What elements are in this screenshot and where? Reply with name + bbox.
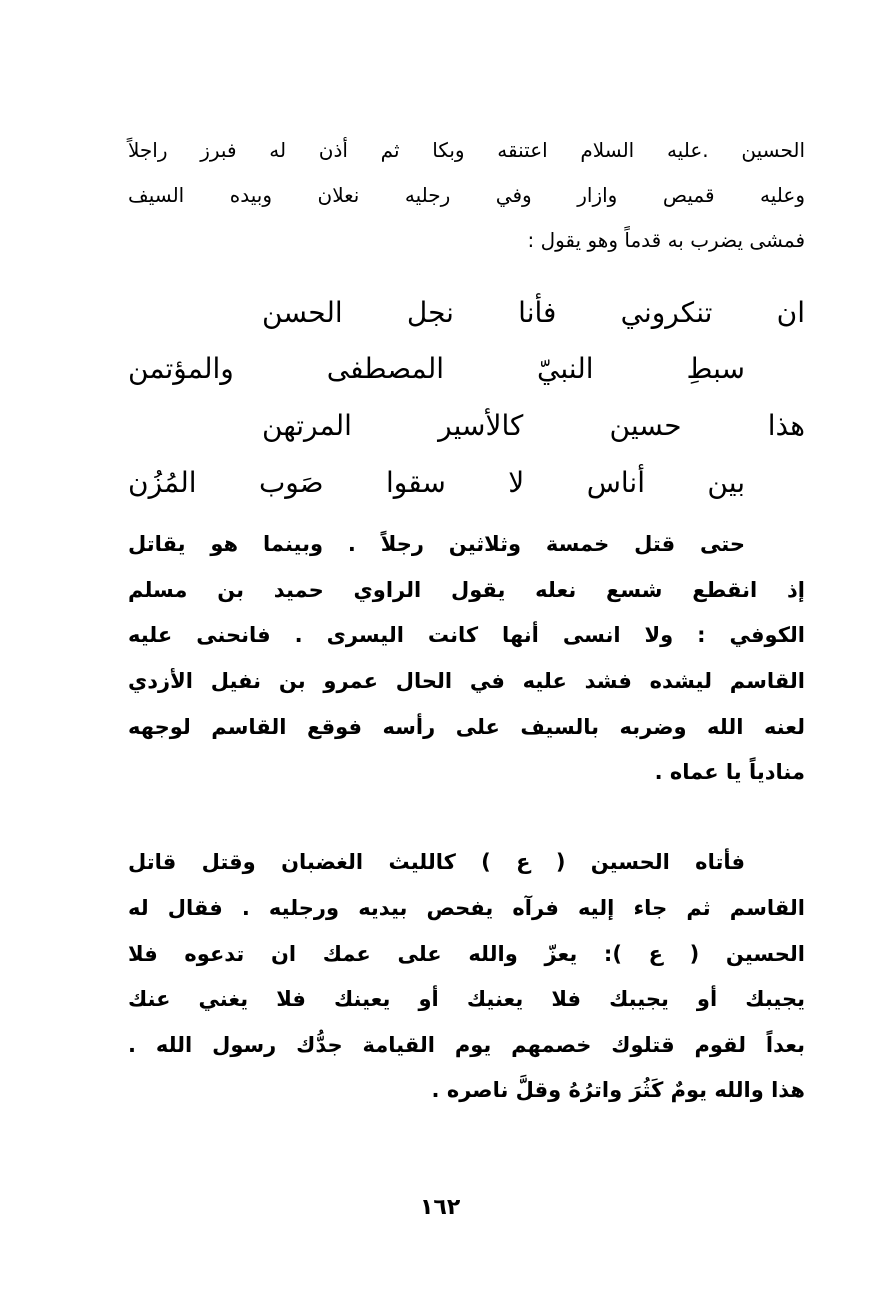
text-line: حتى قتل خمسة وثلاثين رجلاً . وبينما هو يقاتل <box>128 532 745 556</box>
text-line: فمشى يضرب به قدماً وهو يقول : <box>527 228 805 252</box>
text-line: لعنه الله وضربه بالسيف على رأسه فوقع القاسم لوجهه <box>128 715 805 739</box>
page-number: ١٦٢ <box>420 1195 461 1220</box>
text-line: منادياً يا عماه . <box>654 760 805 784</box>
text-line: وعليه قميص وازار وفي رجليه نعلان وبيده السيف <box>128 183 805 207</box>
text-line: الحسين .عليه السلام اعتنقه وبكا ثم أذن له فبرز راجلاً <box>128 138 805 162</box>
text-line: إذ انقطع شسع نعله يقول الراوي حميد بن مسلم <box>128 578 805 602</box>
text-line: يجيبك أو يجيبك فلا يعنيك أو يعينك فلا يغني عنك <box>128 987 805 1011</box>
text-line: فأتاه الحسين ( ع ) كالليث الغضبان وقتل قاتل <box>128 850 745 874</box>
verse-line: ان تنكروني فأنا نجل الحسن <box>262 296 805 329</box>
verse-line: سبطِ النبيّ المصطفى والمؤتمن <box>128 352 745 385</box>
verse-line: بين أناس لا سقوا صَوب المُزُن <box>128 466 745 499</box>
text-line: هذا والله يومٌ كَثُرَ واترُهُ وقلَّ ناصره . <box>431 1078 805 1102</box>
text-line: القاسم ثم جاء إليه فرآه يفحص بيديه ورجليه . فقال له <box>128 896 805 920</box>
verse-line: هذا حسين كالأسير المرتهن <box>262 409 805 442</box>
text-line: بعداً لقوم قتلوك خصمهم يوم القيامة جدُّك رسول الله . <box>128 1033 805 1057</box>
text-line: الكوفي : ولا انسى أنها كانت اليسرى . فانحنى عليه <box>128 623 805 647</box>
text-line: الحسين ( ع ): يعزّ والله على عمك ان تدعوه فلا <box>128 942 805 966</box>
text-line: القاسم ليشده فشد عليه في الحال عمرو بن نفيل الأزدي <box>128 669 805 693</box>
